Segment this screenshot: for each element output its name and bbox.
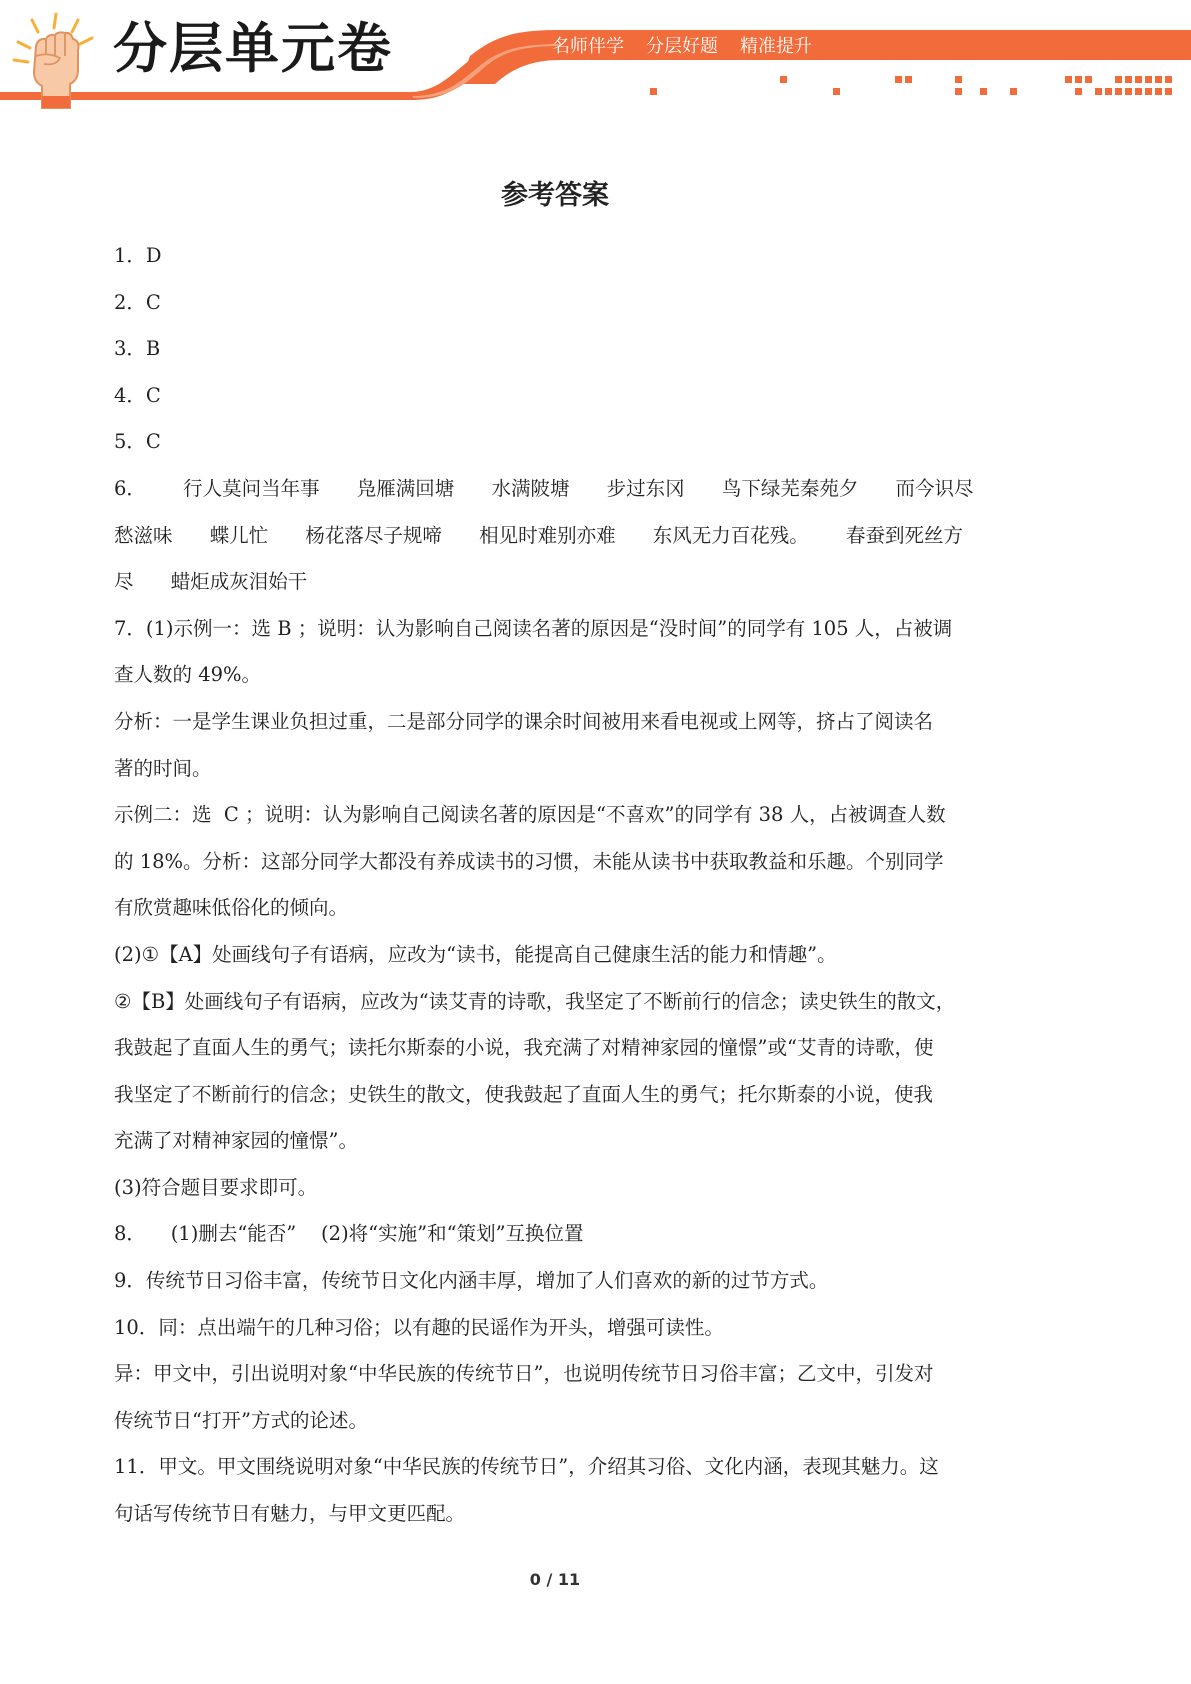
answer-line: 6． 行人莫问当年事 凫雁满回塘 水满陂塘 步过东冈 鸟下绿芜秦苑夕 而今识尽 (114, 476, 974, 500)
slogan-item: 分层好题 (646, 36, 718, 57)
header-slogans (552, 34, 812, 60)
answer-line: 3．B (114, 337, 161, 361)
answer-line: 充满了对精神家园的憧憬”。 (114, 1129, 358, 1153)
answer-line: 查人数的 49%。 (114, 663, 262, 687)
answer-line: 尽 蜡炬成灰泪始干 (114, 570, 308, 594)
answer-line: (3)符合题目要求即可。 (114, 1175, 318, 1199)
slogan-item: 精准提升 (740, 36, 812, 57)
answer-line: 的 18%。分析：这部分同学大都没有养成读书的习惯，未能从读书中获取教益和乐趣。个别同学 (114, 849, 944, 873)
answer-line: 1．D (114, 244, 162, 267)
answer-content (114, 233, 994, 1538)
raised-fist-icon (8, 12, 98, 112)
answer-line: 9．传统节日习俗丰富，传统节日文化内涵丰厚，增加了人们喜欢的新的过节方式。 (114, 1269, 829, 1293)
brand-title: 分层单元卷 (113, 17, 393, 80)
answer-line: 2．C (114, 290, 161, 314)
answer-line: 我鼓起了直面人生的勇气；读托尔斯泰的小说，我充满了对精神家园的憧憬”或“艾青的诗歌，使 (114, 1036, 934, 1060)
answer-line: 有欣赏趣味低俗化的倾向。 (114, 896, 349, 920)
answer-line: ②【B】处画线句子有语病，应改为“读艾青的诗歌，我坚定了不断前行的信念；读史铁生的散文， (114, 989, 956, 1013)
answer-line: 句话写传统节日有魅力，与甲文更匹配。 (114, 1502, 466, 1526)
answer-line: 7．(1)示例一：选 B ；说明：认为影响自己阅读名著的原因是“没时间”的同学有 105 人，占被调 (114, 616, 953, 640)
slogan-item: 名师伴学 (552, 36, 624, 57)
document-title: 参考答案 (501, 180, 609, 211)
answer-line: 10．同：点出端午的几种习俗；以有趣的民谣作为开头，增强可读性。 (114, 1315, 724, 1339)
answer-line: (2)①【A】处画线句子有语病，应改为“读书，能提高自己健康生活的能力和情趣”。 (114, 942, 837, 966)
answer-line: 11．甲文。甲文围绕说明对象“中华民族的传统节日”，介绍其习俗、文化内涵，表现其魅力。这 (114, 1455, 939, 1479)
answer-line: 我坚定了不断前行的信念；史铁生的散文，使我鼓起了直面人生的勇气；托尔斯泰的小说，使我 (114, 1082, 934, 1106)
answer-line: 著的时间。 (114, 756, 212, 780)
answer-line: 8． (1)删去“能否” (2)将“实施”和“策划”互换位置 (114, 1222, 584, 1246)
answer-line: 分析：一是学生课业负担过重，二是部分同学的课余时间被用来看电视或上网等，挤占了阅读名 (114, 709, 934, 733)
answer-line: 5．C (114, 430, 161, 454)
answer-line: 示例二：选 C ；说明：认为影响自己阅读名著的原因是“不喜欢”的同学有 38 人，占被调查人数 (114, 803, 946, 827)
decorative-squares (650, 76, 1172, 95)
answer-line: 4．C (114, 383, 161, 407)
answer-line: 异：甲文中，引出说明对象“中华民族的传统节日”，也说明传统节日习俗丰富；乙文中，引发对 (114, 1362, 934, 1386)
page-header (0, 0, 1191, 110)
answer-line: 传统节日“打开”方式的论述。 (114, 1408, 368, 1432)
answer-line: 愁滋味 蝶儿忙 杨花落尽子规啼 相见时难别亦难 东风无力百花残。 春蚕到死丝方 (114, 523, 963, 547)
page-number: 0 / 11 (529, 1570, 581, 1589)
